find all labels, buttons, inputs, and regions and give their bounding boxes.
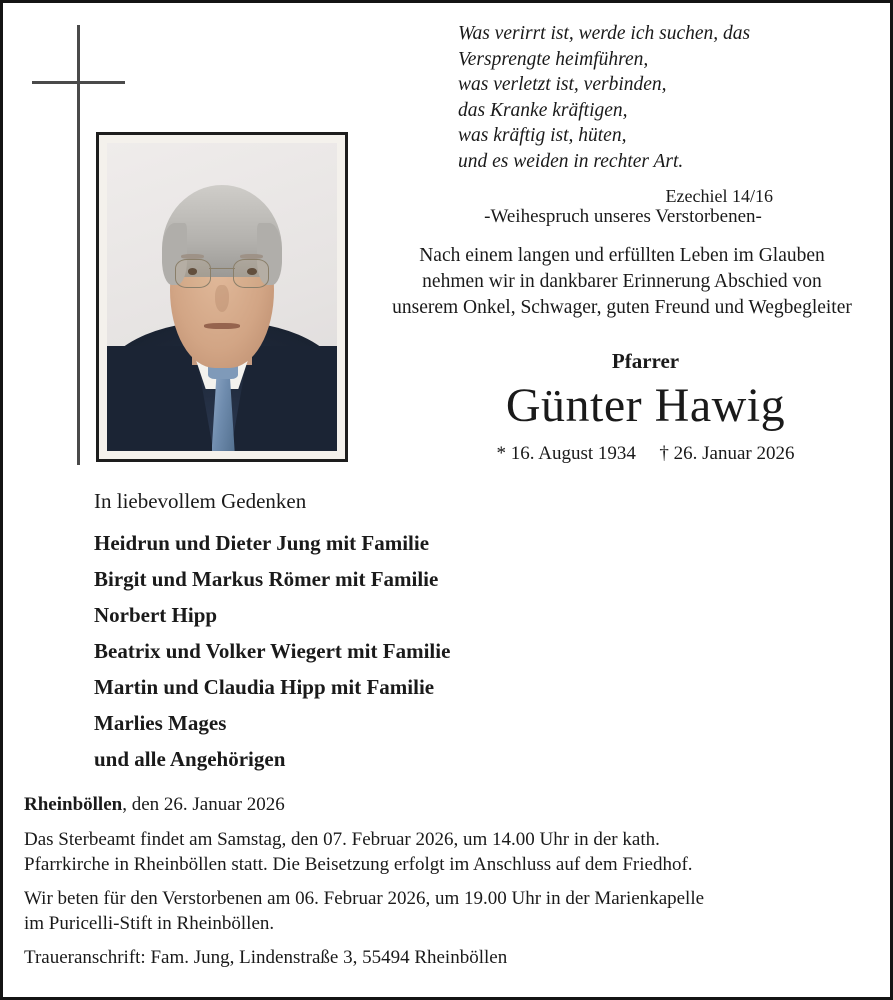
- intro-line: Nach einem langen und erfüllten Leben im Glauben: [419, 245, 825, 266]
- photo-mouth: [204, 323, 241, 329]
- list-item: Norbert Hipp: [94, 603, 218, 627]
- list-item: Martin und Claudia Hipp mit Familie: [94, 675, 435, 699]
- verse-line: was verletzt ist, verbinden,: [458, 74, 667, 95]
- bible-verse-block: [458, 21, 774, 207]
- place-and-date: [24, 792, 724, 818]
- deceased-title: Pfarrer: [611, 349, 680, 373]
- condolence-address-paragraph: Traueranschrift: Fam. Jung, Lindenstraße 3, 55494 Rheinböllen: [24, 947, 508, 968]
- portrait-photo: [107, 143, 337, 451]
- place-name: Rheinböllen: [24, 794, 123, 815]
- cross-horizontal-bar: [32, 81, 125, 84]
- verse-line: was kräftig ist, hüten,: [458, 125, 627, 146]
- funeral-service-paragraph: Das Sterbeamt findet am Samstag, den 07. Februar 2026, um 14.00 Uhr in der kath. Pfarrkirche in Rheinböllen statt. Die Beisetzung erfolgt im Anschluss auf dem Friedhof.: [24, 829, 693, 875]
- birth-date: * 16. August 1934: [496, 443, 636, 464]
- verse-line: das Kranke kräftigen,: [458, 99, 628, 121]
- list-item: Beatrix und Volker Wiegert mit Familie: [94, 639, 451, 663]
- list-item: Heidrun und Dieter Jung mit Familie: [94, 531, 430, 555]
- memory-lead-text: In liebevollem Gedenken: [94, 489, 307, 513]
- verse-line: Versprengte heimführen,: [458, 48, 649, 70]
- verse-line: Was verirrt ist, werde ich suchen, das: [458, 23, 751, 44]
- intro-text: [353, 243, 891, 321]
- photo-glasses-right-lens: [233, 259, 270, 289]
- intro-line: unserem Onkel, Schwager, guten Freund und Wegbegleiter: [392, 297, 852, 318]
- cross-vertical-bar: [77, 25, 80, 465]
- list-item: Marlies Mages: [94, 711, 227, 735]
- funeral-details: [24, 792, 724, 970]
- family-list: [94, 525, 450, 777]
- list-item: Birgit und Markus Römer mit Familie: [94, 567, 439, 591]
- deceased-name: Günter Hawig: [505, 379, 786, 432]
- death-date: † 26. Januar 2026: [659, 443, 795, 464]
- verse-line: und es weiden in rechter Art.: [458, 150, 684, 172]
- portrait-photo-frame: [96, 132, 348, 462]
- verse-reference: Ezechiel 14/16: [665, 186, 773, 206]
- photo-glasses-bridge: [209, 268, 234, 270]
- place-date: , den 26. Januar 2026: [122, 794, 285, 815]
- verse-attribution: -Weihespruch unseres Verstorbenen-: [484, 206, 762, 227]
- list-item: und alle Angehörigen: [94, 747, 286, 771]
- photo-nose: [215, 285, 229, 313]
- prayer-service-paragraph: Wir beten für den Verstorbenen am 06. Februar 2026, um 19.00 Uhr in der Marienkapelle im Puricelli-Stift in Rheinböllen.: [24, 888, 705, 934]
- intro-line: nehmen wir in dankbarer Erinnerung Abschied von: [422, 271, 822, 292]
- life-dates: [403, 443, 888, 465]
- photo-glasses-left-lens: [175, 259, 212, 289]
